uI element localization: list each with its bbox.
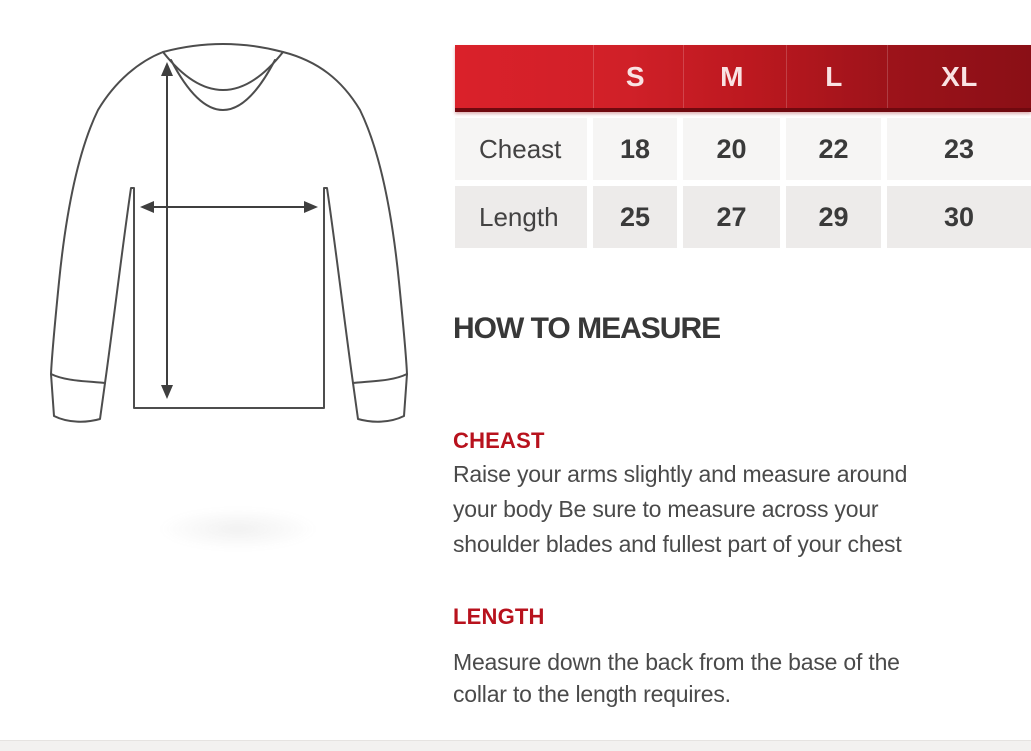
length-line-2: collar to the length requires. (453, 681, 731, 707)
length-value-xl: 30 (887, 186, 1031, 248)
how-to-measure-title: HOW TO MEASURE (453, 312, 721, 345)
cheast-value-xl: 23 (887, 118, 1031, 180)
length-value-l: 29 (786, 186, 881, 248)
cheast-instructions (453, 457, 1013, 562)
cheast-value-l: 22 (786, 118, 881, 180)
size-table-header-s: S (593, 45, 677, 108)
table-row-cheast (455, 118, 1031, 180)
size-table-header-row (455, 45, 1031, 112)
shirt-body-outline (51, 44, 407, 422)
cheast-value-m: 20 (683, 118, 780, 180)
size-table-header-l: L (786, 45, 881, 108)
size-table-header-m: M (683, 45, 780, 108)
row-label-length: Length (455, 186, 587, 248)
bottom-strip (0, 740, 1031, 751)
cheast-line-1: Raise your arms slightly and measure around (453, 461, 908, 487)
cheast-line-2: your body Be sure to measure across your (453, 496, 879, 522)
shirt-measurement-diagram (30, 30, 440, 460)
length-instructions (453, 646, 1013, 710)
cheast-heading: CHEAST (453, 428, 545, 453)
table-row-length (455, 186, 1031, 248)
size-table (455, 45, 1031, 248)
cheast-value-s: 18 (593, 118, 677, 180)
cheast-line-3: shoulder blades and fullest part of your chest (453, 531, 902, 557)
length-heading: LENGTH (453, 604, 545, 629)
row-label-cheast: Cheast (455, 118, 587, 180)
size-table-corner-cell (455, 45, 587, 108)
length-value-m: 27 (683, 186, 780, 248)
size-table-header-xl: XL (887, 45, 1031, 108)
shirt-outline-svg (30, 30, 440, 460)
length-value-s: 25 (593, 186, 677, 248)
length-line-1: Measure down the back from the base of the (453, 649, 900, 675)
scan-smudge-artifact (158, 508, 318, 550)
